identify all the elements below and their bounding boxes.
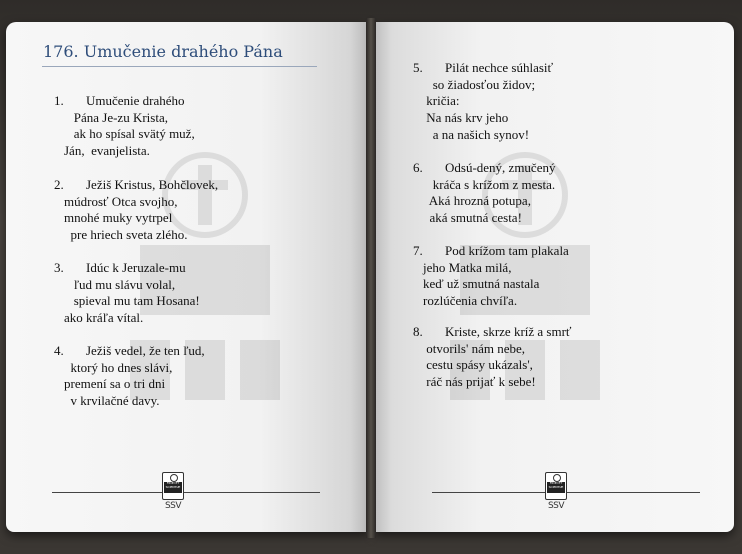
stanza-text: ktorý ho dnes slávi, <box>64 359 173 375</box>
stanza-line <box>413 243 569 260</box>
logo-letters: SSV <box>547 501 565 511</box>
stanza-text: Pod krížom tam plakala <box>445 243 569 258</box>
stanza-line <box>54 393 205 410</box>
stanza-text: múdrosť Otca svojho, <box>64 193 178 209</box>
stanza-text: Pilát nechce súhlasiť <box>445 60 554 75</box>
stanza-number: 8. <box>413 324 423 339</box>
stanza-text: Pána Je-zu Krista, <box>64 109 168 125</box>
stanza-text: mnohé muky vytrpel <box>64 210 173 226</box>
stanza-text: v krvilačné davy. <box>64 393 160 409</box>
stanza <box>54 93 195 160</box>
stanza <box>54 177 218 244</box>
stanza-line <box>413 210 555 227</box>
stanza-line <box>54 310 200 327</box>
stanza-number: 5. <box>413 60 423 75</box>
stanza-line <box>413 127 553 144</box>
stanza-line <box>54 343 205 360</box>
stanza-text: ako kráľa vítal. <box>64 310 144 326</box>
footer-rule-left <box>52 492 320 493</box>
stanza-text: otvorils' nám nebe, <box>423 340 525 356</box>
stanza-line <box>413 341 571 358</box>
stanza-line <box>413 324 571 341</box>
stanza-text: jeho Matka milá, <box>423 259 512 275</box>
stanza-text: so žiadosťou židov; <box>423 76 536 92</box>
stanza-line <box>54 126 195 143</box>
stanza-text: ráč nás prijať k sebe! <box>423 374 536 390</box>
stanza <box>413 60 553 144</box>
song-title: 176. Umučenie drahého Pána <box>43 42 283 61</box>
stanza-text: pre hriech sveta zlého. <box>64 227 188 243</box>
stanza-line <box>413 177 555 194</box>
stanza-line <box>413 357 571 374</box>
stanza <box>54 343 205 410</box>
stanza-number: 1. <box>54 93 64 108</box>
stanza-line <box>54 177 218 194</box>
stanza-text: spieval mu tam Hosana! <box>64 293 200 309</box>
stanza-line <box>413 160 555 177</box>
stanza-text: kráča s krížom z mesta. <box>423 176 556 192</box>
stanza <box>413 324 571 391</box>
logo-badge-text: FIDEI ET SCIENTIÆ <box>547 482 565 493</box>
stanza-text: cestu spásy ukázals', <box>423 357 533 373</box>
stanza-line <box>413 93 553 110</box>
stanza-text: Odsú-dený, zmučený <box>445 160 556 175</box>
stanza-line <box>413 77 553 94</box>
stanza-text: Idúc k Jeruzale-mu <box>86 260 186 275</box>
stanza <box>413 160 555 227</box>
stanza-number: 4. <box>54 343 64 358</box>
stanza-text: Umučenie drahého <box>86 93 185 108</box>
stanza-number: 7. <box>413 243 423 258</box>
book-spine <box>366 18 376 538</box>
stanza-line <box>54 260 200 277</box>
publisher-logo-left <box>162 472 184 512</box>
stanza-line <box>54 376 205 393</box>
stanza-text: Ježiš vedel, že ten ľud, <box>86 343 205 358</box>
stanza <box>413 243 569 310</box>
stanza-line <box>54 360 205 377</box>
stanza-line <box>413 193 555 210</box>
logo-badge <box>162 472 184 500</box>
stanza-line <box>413 374 571 391</box>
stanza-number: 3. <box>54 260 64 275</box>
stanza-line <box>413 110 553 127</box>
stanza-line <box>413 260 569 277</box>
stanza-line <box>54 93 195 110</box>
stanza-text: keď už smutná nastala <box>423 276 540 292</box>
stanza <box>54 260 200 327</box>
stanza-line <box>54 277 200 294</box>
stanza-text: Kriste, skrze kríž a smrť <box>445 324 572 339</box>
stanza-number: 6. <box>413 160 423 175</box>
stanza-line <box>54 227 218 244</box>
stanza-line <box>54 110 195 127</box>
stanza-text: kričia: <box>423 93 460 109</box>
stanza-text: ľud mu slávu volal, <box>64 276 176 292</box>
stanza-line <box>54 143 195 160</box>
stanza-line <box>54 194 218 211</box>
stanza-text: Ježiš Kristus, Bohčlovek, <box>86 177 219 192</box>
stanza-line <box>413 293 569 310</box>
stanza-line <box>413 276 569 293</box>
stanza-line <box>54 210 218 227</box>
stanza-text: ak ho spísal svätý muž, <box>64 126 195 142</box>
logo-badge <box>545 472 567 500</box>
stanza-text: Ján, evanjelista. <box>64 143 150 159</box>
stanza-line <box>413 60 553 77</box>
logo-badge-text: FIDEI ET SCIENTIÆ <box>164 482 182 493</box>
stanza-number: 2. <box>54 177 64 192</box>
logo-letters: SSV <box>164 501 182 511</box>
stanza-text: premení sa o tri dni <box>64 376 166 392</box>
stanza-text: Na nás krv jeho <box>423 110 509 126</box>
stanza-line <box>54 293 200 310</box>
stanza-text: a na našich synov! <box>423 126 530 142</box>
stanza-text: rozlúčenia chvíľa. <box>423 293 518 309</box>
stanza-text: Aká hrozná potupa, <box>423 193 531 209</box>
title-divider <box>42 66 317 67</box>
publisher-logo-right <box>545 472 567 512</box>
stanza-text: aká smutná cesta! <box>423 210 522 226</box>
